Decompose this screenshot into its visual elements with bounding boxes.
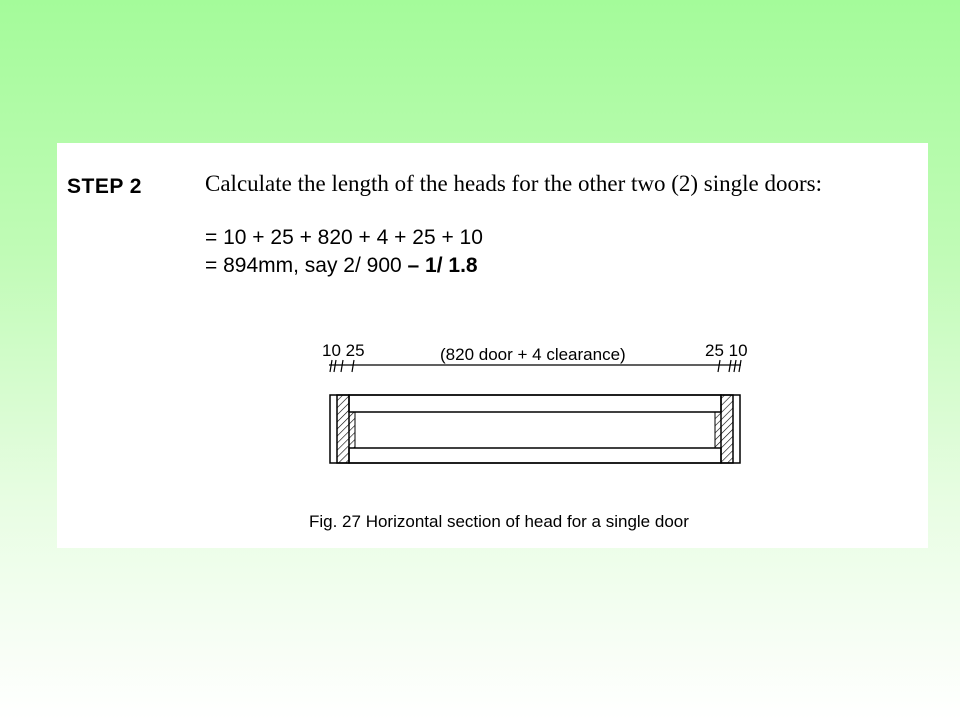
- dimension-label-center: (820 door + 4 clearance): [440, 345, 626, 364]
- calculation-line-1: = 10 + 25 + 820 + 4 + 25 + 10: [205, 226, 483, 249]
- dimension-label-right: 25 10: [705, 341, 748, 360]
- step-label: STEP 2: [67, 175, 142, 198]
- figure-caption: Fig. 27 Horizontal section of head for a single door: [309, 512, 689, 531]
- instruction-text: Calculate the length of the heads for the other two (2) single doors:: [205, 171, 822, 196]
- calculation-quantity: – 1/ 1.8: [407, 254, 478, 277]
- hatched-end-blocks: [337, 395, 733, 463]
- head-section-drawing: [57, 143, 928, 548]
- dimension-label-left: 10 25: [322, 341, 365, 360]
- content-card: [57, 143, 928, 548]
- head-section: [330, 395, 740, 463]
- calculation-result: = 894mm, say 2/ 900: [205, 254, 408, 277]
